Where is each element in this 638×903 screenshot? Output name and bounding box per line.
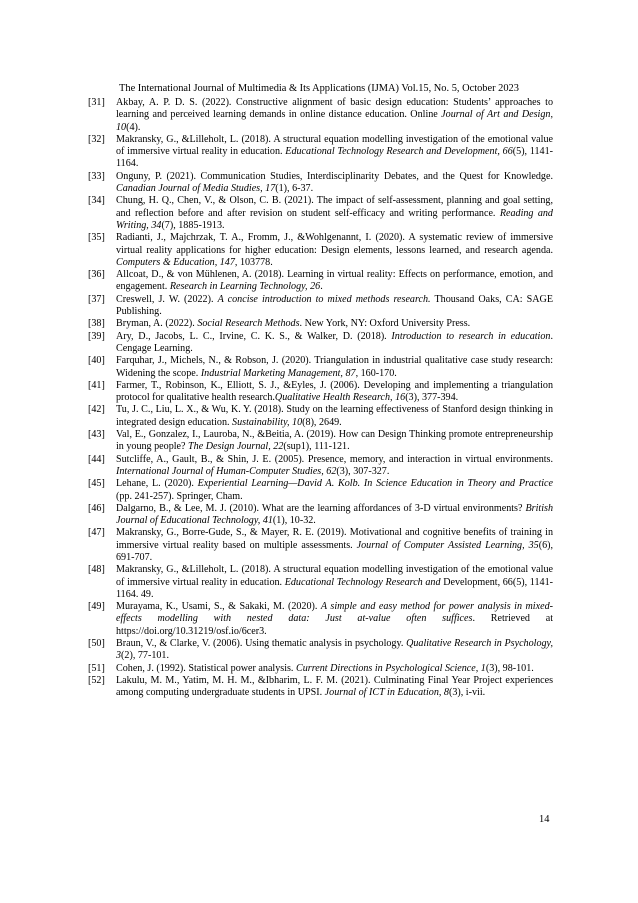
reference-item — [88, 318, 553, 330]
reference-italic-segment: British Journal of Educational Technology, 41 — [116, 502, 553, 527]
reference-number: [49] — [88, 601, 105, 613]
reference-italic-segment: A simple and easy method for power analysis in mixed-effects modelling with nested data: Just at-value often suffices — [116, 601, 553, 625]
reference-segment: (sup1), 111-121. — [283, 441, 350, 453]
reference-italic-segment: Reading and Writing, 34 — [116, 207, 553, 231]
reference-text — [116, 171, 553, 196]
reference-segment: Development, 66(5), 1141-1164. 49. — [116, 576, 553, 600]
reference-item — [88, 638, 553, 663]
reference-item — [88, 134, 553, 171]
reference-segment: , 160-170. — [355, 367, 397, 379]
reference-number: [43] — [88, 429, 105, 441]
reference-number: [40] — [88, 355, 105, 367]
reference-text — [116, 331, 553, 356]
reference-italic-segment: Introduction to research in education — [391, 330, 551, 342]
reference-item — [88, 404, 553, 429]
reference-segment: (1), 10-32. — [272, 515, 316, 527]
reference-text — [116, 638, 553, 663]
reference-segment: (2), 77-101. — [121, 650, 169, 662]
reference-segment: Lakulu, M. M., Yatim, M. H. M., &Ibharim, L. F. M. (2021). Culminating Final Year Project experiences among computing undergraduate students in UPSI. — [116, 674, 553, 699]
reference-text — [116, 97, 553, 134]
reference-segment: Murayama, K., Usami, S., & Sakaki, M. (2020). — [116, 601, 321, 613]
reference-segment: (8), 2649. — [302, 416, 342, 428]
reference-text — [116, 564, 553, 601]
reference-segment: Braun, V., & Clarke, V. (2006). Using thematic analysis in psychology. — [116, 638, 407, 650]
reference-number: [31] — [88, 97, 105, 108]
reference-item — [88, 564, 553, 601]
reference-list — [88, 97, 553, 700]
reference-segment: Dalgarno, B., & Lee, M. J. (2010). What are the learning affordances of 3-D virtual environments? — [116, 502, 526, 514]
reference-text — [116, 478, 553, 503]
reference-text — [116, 294, 553, 319]
reference-number: [46] — [88, 502, 105, 514]
reference-number: [35] — [88, 232, 105, 244]
reference-item — [88, 601, 553, 638]
reference-italic-segment: Current Directions in Psychological Science, 1 — [295, 662, 486, 674]
reference-item — [88, 527, 553, 564]
reference-italic-segment: A concise introduction to mixed methods research. — [217, 293, 431, 305]
reference-segment: Farmer, T., Robinson, K., Elliott, S. J., &Eyles, J. (2006). Developing and implementing a triangulation protocol for qualitative health research. — [116, 379, 553, 404]
reference-segment: Sutcliffe, A., Gault, B., & Shin, J. E. (2005). Presence, memory, and interaction in virtual environments. — [116, 453, 553, 465]
reference-italic-segment: Canadian Journal of Media Studies, 17 — [116, 183, 276, 195]
reference-number: [52] — [88, 674, 105, 686]
reference-text — [116, 527, 553, 564]
reference-number: [39] — [88, 330, 105, 342]
reference-text — [116, 454, 553, 479]
page-number: 14 — [539, 814, 550, 825]
reference-number: [51] — [88, 662, 105, 674]
reference-italic-segment: Computers & Education, 147 — [116, 256, 235, 268]
reference-number: [48] — [88, 564, 105, 576]
reference-italic-segment: Experiential Learning—David A. Kolb. In Science Education in Theory and Practice — [197, 478, 554, 490]
reference-segment: Makransky, G., Borre-Gude, S., & Mayer, R. E. (2019). Motivational and cognitive benefits of training in immersive virtual reality based on multiple assessments. — [116, 527, 553, 551]
reference-segment: (5), 1141-1164. — [116, 146, 554, 170]
reference-italic-segment: Sustainability, 10 — [232, 416, 303, 428]
reference-item — [88, 269, 553, 294]
reference-segment: . Cengage Learning. — [116, 330, 553, 354]
reference-segment: (4). — [126, 121, 141, 133]
reference-text — [116, 675, 553, 700]
reference-number: [44] — [88, 453, 105, 465]
reference-italic-segment: Qualitative Research in Psychology, 3 — [116, 638, 553, 662]
reference-segment: (3), 307-327. — [336, 465, 390, 477]
reference-italic-segment: Qualitative Health Research, 16 — [274, 392, 406, 404]
reference-number: [42] — [88, 404, 105, 416]
reference-number: [32] — [88, 133, 105, 145]
reference-segment: Cohen, J. (1992). Statistical power analysis. — [116, 662, 296, 674]
reference-segment: Radianti, J., Majchrzak, T. A., Fromm, J., &Wohlgenannt, I. (2020). A systematic review of immersive virtual reality applications for higher education: Design elements, lessons learned, and research agenda. — [116, 232, 553, 256]
reference-text — [116, 380, 553, 405]
reference-number: [50] — [88, 638, 105, 650]
reference-number: [37] — [88, 293, 105, 305]
reference-segment: (3), 377-394. — [405, 392, 459, 404]
reference-italic-segment: Journal of ICT in Education, 8 — [324, 687, 449, 699]
reference-item — [88, 355, 553, 380]
reference-text — [116, 429, 553, 454]
running-header: The International Journal of Multimedia & Its Applications (IJMA) Vol.15, No. 5, October 2023 — [119, 83, 519, 94]
reference-segment: (7), 1885-1913. — [161, 219, 225, 231]
reference-item — [88, 232, 553, 269]
reference-text — [116, 663, 553, 675]
reference-text — [116, 601, 553, 638]
reference-number: [41] — [88, 379, 105, 391]
reference-segment: . — [320, 281, 323, 293]
reference-segment: . Retrieved at https://doi.org/10.31219/osf.io/6cer3. — [116, 613, 554, 637]
reference-text — [116, 269, 553, 294]
reference-item — [88, 503, 553, 528]
reference-text — [116, 195, 553, 232]
reference-item — [88, 429, 553, 454]
reference-text — [116, 355, 553, 380]
reference-italic-segment: Journal of Art and Design, 10 — [116, 109, 553, 133]
reference-italic-segment: The Design Journal, 22 — [188, 441, 284, 453]
reference-number: [47] — [88, 527, 105, 539]
reference-item — [88, 331, 553, 356]
reference-segment: Makransky, G., &Lilleholt, L. (2018). A structural equation modelling investigation of the emotional value of immersive virtual reality in education. — [116, 133, 553, 158]
reference-italic-segment: Educational Technology Research and Development, 66 — [285, 146, 513, 158]
reference-segment: (pp. 241-257). Springer, Cham. — [116, 490, 243, 502]
reference-segment: Allcoat, D., & von Mühlenen, A. (2018). Learning in virtual reality: Effects on performance, emotion, and engagement. — [116, 269, 553, 293]
reference-text — [116, 134, 553, 171]
reference-number: [34] — [88, 195, 105, 207]
reference-number: [45] — [88, 478, 105, 490]
reference-text — [116, 503, 553, 528]
reference-segment: Bryman, A. (2022). — [116, 318, 198, 330]
reference-segment: , 103778. — [234, 256, 273, 268]
reference-italic-segment: Educational Technology Research and — [284, 576, 441, 588]
reference-item — [88, 380, 553, 405]
reference-segment: (3), 98-101. — [485, 662, 534, 674]
reference-number: [36] — [88, 269, 105, 281]
reference-italic-segment: Journal of Computer Assisted Learning, 35 — [356, 539, 539, 551]
reference-segment: (1), 6-37. — [275, 183, 314, 195]
reference-item — [88, 294, 553, 319]
reference-segment: Ary, D., Jacobs, L. C., Irvine, C. K. S., & Walker, D. (2018). — [116, 330, 392, 342]
reference-item — [88, 195, 553, 232]
reference-italic-segment: International Journal of Human-Computer Studies, 62 — [116, 465, 337, 477]
reference-segment: Makransky, G., &Lilleholt, L. (2018). A structural equation modelling investigation of the emotional value of immersive virtual reality in education. — [116, 564, 553, 588]
reference-segment: . New York, NY: Oxford University Press. — [299, 318, 471, 330]
reference-text — [116, 318, 553, 330]
reference-number: [38] — [88, 318, 105, 330]
reference-segment: Thousand Oaks, CA: SAGE Publishing. — [116, 293, 554, 318]
reference-segment: (3), i-vii. — [448, 687, 486, 699]
reference-segment: Onguny, P. (2021). Communication Studies, Interdisciplinarity Debates, and the Quest for Knowledge. — [116, 170, 553, 182]
reference-item — [88, 675, 553, 700]
reference-segment: Akbay, A. P. D. S. (2022). Constructive alignment of basic design education: Students’ approaches to learning and perceived learning demands in online distance education. Online — [116, 97, 553, 121]
reference-item — [88, 478, 553, 503]
reference-item — [88, 97, 553, 134]
reference-segment: (6), 691-707. — [116, 539, 554, 563]
reference-segment: Chung, H. Q., Chen, V., & Olson, C. B. (2021). The impact of self-assessment, planning and goal setting, and reflection before and after revision on student self-efficacy and writing performance. — [116, 195, 553, 219]
reference-segment: Tu, J. C., Liu, L. X., & Wu, K. Y. (2018). Study on the learning effectiveness of Stanford design thinking in integrated design education. — [116, 404, 553, 428]
reference-text — [116, 404, 553, 429]
reference-segment: Val, E., Gonzalez, I., Lauroba, N., &Beitia, A. (2019). How can Design Thinking promote entrepreneurship in young people? — [116, 429, 553, 453]
reference-italic-segment: Research in Learning Technology, 26 — [169, 281, 321, 293]
reference-segment: Creswell, J. W. (2022). — [116, 293, 218, 305]
reference-italic-segment: Industrial Marketing Management, 87 — [200, 367, 356, 379]
reference-item — [88, 171, 553, 196]
reference-item — [88, 454, 553, 479]
reference-number: [33] — [88, 170, 105, 182]
reference-italic-segment: Social Research Methods — [197, 318, 300, 330]
reference-item — [88, 663, 553, 675]
reference-text — [116, 232, 553, 269]
reference-segment: Farquhar, J., Michels, N., & Robson, J. (2020). Triangulation in industrial qualitative case study research: Widening the scope. — [116, 355, 553, 379]
reference-segment: Lehane, L. (2020). — [116, 478, 198, 490]
